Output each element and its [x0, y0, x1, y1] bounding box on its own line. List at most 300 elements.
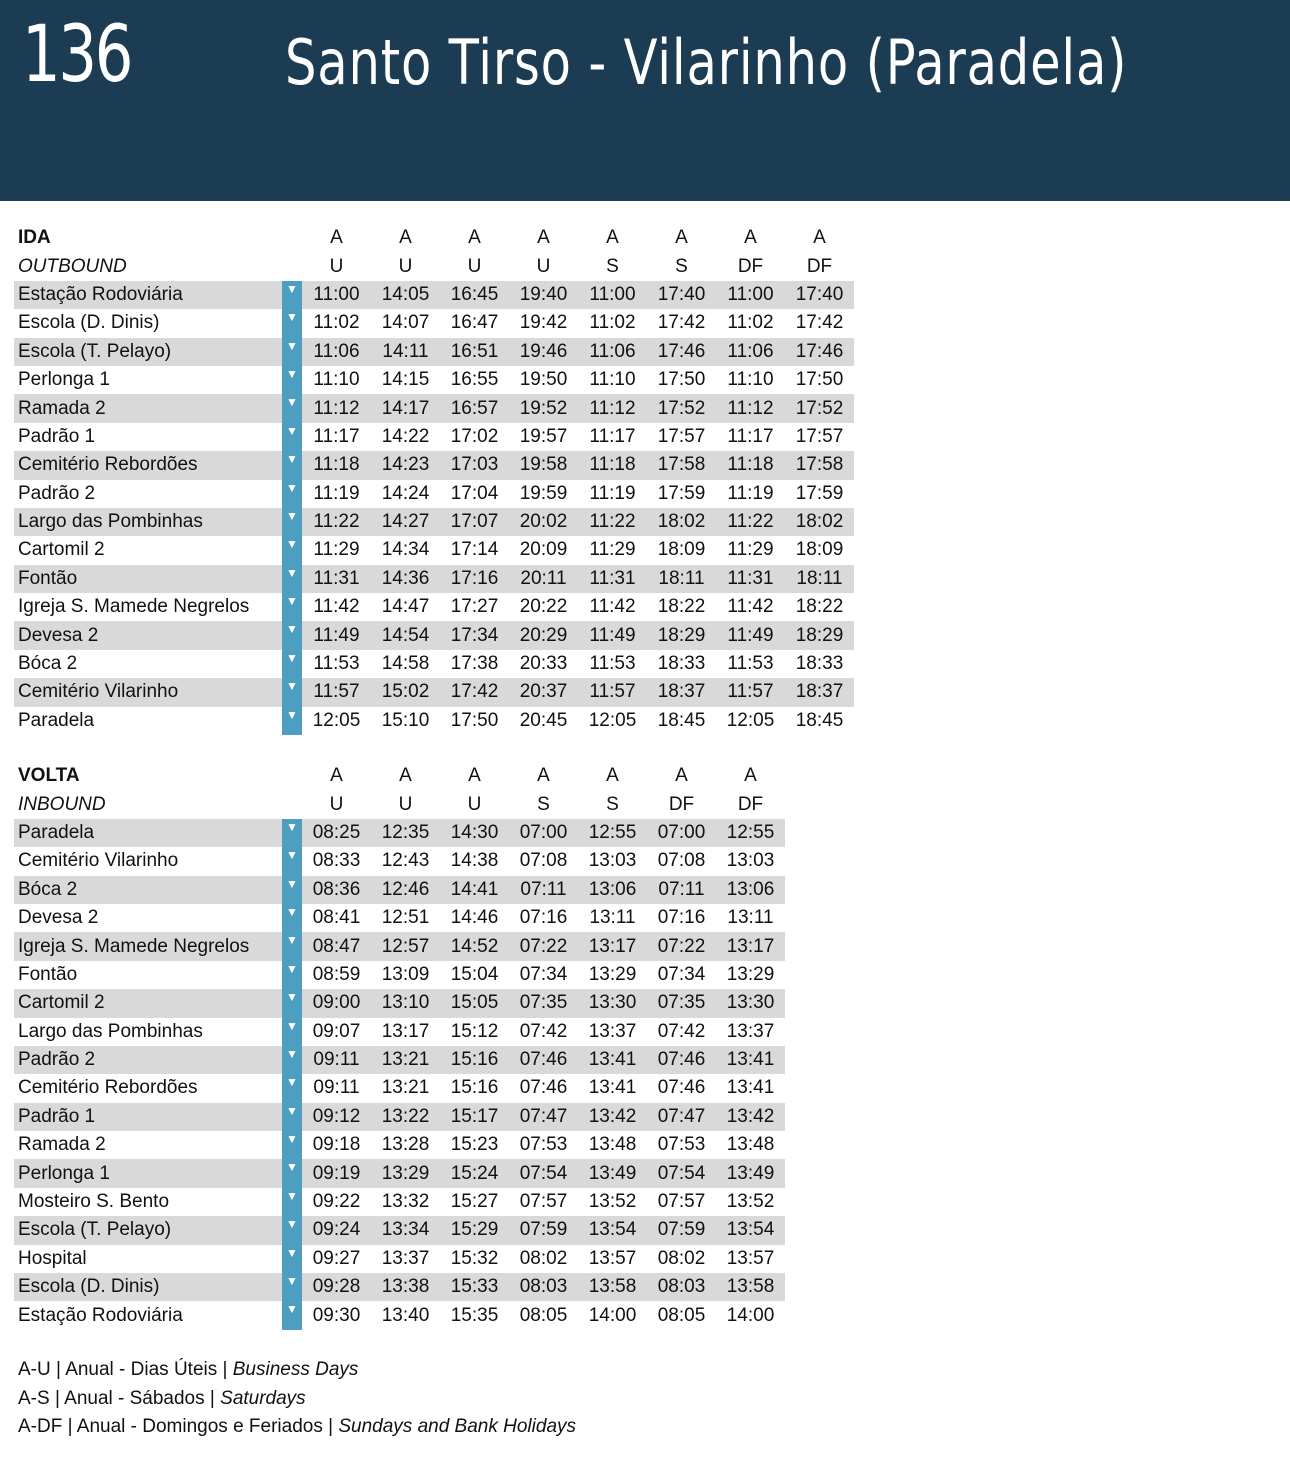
departure-time: 20:45 — [519, 709, 568, 731]
departure-time: 15:27 — [450, 1191, 499, 1213]
legend-en: Sundays and Bank Holidays — [338, 1416, 577, 1437]
departure-time: 17:52 — [785, 394, 854, 422]
departure-time: 09:22 — [312, 1191, 361, 1213]
departure-time: 19:52 — [509, 394, 578, 422]
departure-time: 17:14 — [450, 539, 499, 561]
legend-en: Saturdays — [220, 1387, 306, 1409]
departure-time: 17:57 — [657, 425, 706, 447]
departure-time: 11:00 — [716, 281, 785, 309]
departure-time: 14:36 — [371, 565, 440, 593]
route-number: 136 — [22, 10, 132, 100]
departure-time: 14:24 — [381, 482, 430, 504]
stop-row — [14, 1273, 785, 1301]
stop-row — [14, 621, 854, 649]
departure-time: 13:37 — [726, 1020, 775, 1042]
departure-time: 07:00 — [509, 819, 578, 847]
header-row-daytype — [14, 252, 854, 280]
departure-time: 11:42 — [727, 596, 774, 618]
departure-time: 17:46 — [647, 338, 716, 366]
daytype-code: S — [606, 255, 619, 277]
daytype-code: U — [467, 255, 482, 277]
direction-arrow-icon: ▼ — [282, 1273, 302, 1301]
direction-arrow-icon: ▼ — [282, 1188, 302, 1216]
departure-time: 11:18 — [716, 451, 785, 479]
departure-time: 17:46 — [785, 338, 854, 366]
departure-time: 15:17 — [440, 1103, 509, 1131]
departure-time: 15:33 — [440, 1273, 509, 1301]
departure-time: 11:57 — [716, 678, 785, 706]
departure-time: 08:02 — [519, 1247, 568, 1269]
header-spacer — [282, 224, 302, 252]
departure-time: 14:17 — [371, 394, 440, 422]
departure-time: 09:24 — [302, 1216, 371, 1244]
header-spacer — [282, 790, 302, 818]
departure-time: 13:30 — [716, 989, 785, 1017]
departure-time: 14:46 — [450, 907, 499, 929]
departure-time: 13:17 — [578, 932, 647, 960]
departure-time: 07:46 — [509, 1046, 578, 1074]
departure-time: 11:18 — [578, 451, 647, 479]
departure-time: 13:57 — [726, 1247, 775, 1269]
departure-time: 17:50 — [795, 369, 844, 391]
stop-name: Escola (T. Pelayo) — [14, 1216, 282, 1244]
departure-time: 07:16 — [519, 907, 568, 929]
departure-time: 15:32 — [450, 1247, 499, 1269]
stop-name: Padrão 1 — [14, 1103, 282, 1131]
departure-time: 14:22 — [381, 425, 430, 447]
stop-name: Igreja S. Mamede Negrelos — [18, 596, 250, 618]
header-spacer — [282, 762, 302, 790]
departure-time: 13:32 — [381, 1191, 430, 1213]
departure-time: 14:00 — [588, 1304, 637, 1326]
departure-time: 11:53 — [727, 653, 774, 675]
stop-row — [14, 536, 854, 564]
section-subtitle: OUTBOUND — [18, 255, 127, 277]
direction-arrow-icon: ▼ — [282, 366, 302, 394]
departure-time: 11:10 — [589, 369, 636, 391]
stop-row — [14, 932, 785, 960]
departure-time: 13:48 — [726, 1134, 775, 1156]
direction-arrow-icon: ▼ — [282, 1245, 302, 1273]
departure-time: 14:52 — [440, 932, 509, 960]
direction-arrow-icon: ▼ — [282, 678, 302, 706]
departure-time: 11:19 — [589, 482, 636, 504]
departure-time: 11:17 — [313, 425, 360, 447]
daytype-code: U — [398, 793, 413, 815]
departure-time: 13:03 — [726, 850, 775, 872]
stop-row — [14, 593, 854, 621]
stop-row — [14, 678, 854, 706]
departure-time: 11:10 — [727, 369, 774, 391]
departure-time: 17:42 — [795, 312, 844, 334]
departure-time: 11:31 — [302, 565, 371, 593]
departure-time: 11:31 — [578, 565, 647, 593]
period-code: A — [744, 765, 757, 787]
departure-time: 12:51 — [381, 907, 430, 929]
departure-time: 09:30 — [312, 1304, 361, 1326]
period-code: A — [813, 227, 826, 249]
departure-time: 08:33 — [312, 850, 361, 872]
departure-time: 13:21 — [381, 1077, 430, 1099]
departure-time: 07:53 — [657, 1134, 706, 1156]
stop-row — [14, 281, 854, 309]
departure-time: 11:18 — [302, 451, 371, 479]
daytype-code: U — [536, 255, 551, 277]
direction-arrow-icon: ▼ — [282, 904, 302, 932]
daytype-code: S — [537, 793, 550, 815]
stop-row — [14, 819, 785, 847]
period-code: A — [675, 227, 688, 249]
departure-time: 16:57 — [440, 394, 509, 422]
direction-arrow-icon: ▼ — [282, 593, 302, 621]
stop-row — [14, 876, 785, 904]
departure-time: 11:29 — [589, 539, 636, 561]
departure-time: 07:57 — [657, 1191, 706, 1213]
departure-time: 13:58 — [716, 1273, 785, 1301]
stop-name: Largo das Pombinhas — [18, 1020, 203, 1042]
departure-time: 11:10 — [313, 369, 360, 391]
departure-time: 18:02 — [647, 508, 716, 536]
departure-time: 13:17 — [716, 932, 785, 960]
departure-time: 16:45 — [440, 281, 509, 309]
departure-time: 17:57 — [795, 425, 844, 447]
departure-time: 20:11 — [509, 565, 578, 593]
departure-time: 14:23 — [371, 451, 440, 479]
direction-arrow-icon: ▼ — [282, 876, 302, 904]
departure-time: 13:22 — [371, 1103, 440, 1131]
departure-time: 13:06 — [578, 876, 647, 904]
departure-time: 13:54 — [716, 1216, 785, 1244]
departure-time: 15:12 — [450, 1020, 499, 1042]
departure-time: 11:19 — [727, 482, 774, 504]
departure-time: 11:53 — [589, 653, 636, 675]
departure-time: 07:42 — [657, 1020, 706, 1042]
stop-name: Perlonga 1 — [18, 369, 110, 391]
departure-time: 11:17 — [589, 425, 636, 447]
legend-line: A-U | Anual - Dias Úteis | Business Days — [18, 1359, 359, 1380]
daytype-code: DF — [806, 255, 833, 277]
departure-time: 17:40 — [785, 281, 854, 309]
departure-time: 18:33 — [657, 653, 706, 675]
direction-arrow-icon: ▼ — [282, 847, 302, 875]
departure-time: 18:37 — [647, 678, 716, 706]
departure-time: 17:02 — [450, 425, 499, 447]
departure-time: 11:02 — [313, 312, 360, 334]
period-code: A — [399, 765, 412, 787]
departure-time: 12:35 — [371, 819, 440, 847]
departure-time: 20:22 — [519, 596, 568, 618]
departure-time: 13:42 — [716, 1103, 785, 1131]
departure-time: 07:11 — [647, 876, 716, 904]
direction-arrow-icon: ▼ — [282, 1159, 302, 1187]
stop-name: Bóca 2 — [14, 876, 282, 904]
stop-row — [14, 1188, 785, 1216]
departure-time: 14:30 — [440, 819, 509, 847]
stop-name: Escola (T. Pelayo) — [14, 338, 282, 366]
departure-time: 12:43 — [381, 850, 430, 872]
departure-time: 11:42 — [313, 596, 360, 618]
departure-time: 18:09 — [657, 539, 706, 561]
departure-time: 17:40 — [647, 281, 716, 309]
departure-time: 19:46 — [509, 338, 578, 366]
departure-time: 12:55 — [578, 819, 647, 847]
stop-row — [14, 366, 854, 394]
departure-time: 07:00 — [647, 819, 716, 847]
legend-pt: Anual - Domingos e Feriados — [76, 1416, 323, 1437]
departure-time: 20:33 — [519, 653, 568, 675]
departure-time: 15:05 — [440, 989, 509, 1017]
direction-arrow-icon: ▼ — [282, 989, 302, 1017]
departure-time: 07:46 — [647, 1046, 716, 1074]
departure-time: 13:28 — [381, 1134, 430, 1156]
direction-arrow-icon: ▼ — [282, 1074, 302, 1102]
departure-time: 13:52 — [588, 1191, 637, 1213]
stop-name: Cemitério Rebordões — [18, 1077, 198, 1099]
departure-time: 09:18 — [312, 1134, 361, 1156]
departure-time: 11:49 — [578, 621, 647, 649]
departure-time: 07:53 — [519, 1134, 568, 1156]
stop-row — [14, 961, 785, 989]
departure-time: 17:58 — [785, 451, 854, 479]
departure-time: 11:49 — [302, 621, 371, 649]
departure-time: 11:22 — [578, 508, 647, 536]
stop-name: Bóca 2 — [18, 653, 78, 675]
direction-arrow-icon: ▼ — [282, 394, 302, 422]
departure-time: 08:25 — [302, 819, 371, 847]
departure-time: 08:03 — [647, 1273, 716, 1301]
departure-time: 18:45 — [795, 709, 844, 731]
period-code: A — [675, 765, 688, 787]
stop-name: Padrão 2 — [18, 482, 96, 504]
direction-arrow-icon: ▼ — [282, 650, 302, 678]
departure-time: 14:41 — [440, 876, 509, 904]
departure-time: 15:29 — [440, 1216, 509, 1244]
stop-name: Estação Rodoviária — [14, 281, 282, 309]
departure-time: 13:17 — [381, 1020, 430, 1042]
daytype-code: DF — [668, 793, 695, 815]
departure-time: 18:45 — [657, 709, 706, 731]
departure-time: 07:42 — [519, 1020, 568, 1042]
direction-arrow-icon: ▼ — [282, 1131, 302, 1159]
stop-row — [14, 904, 785, 932]
departure-time: 18:09 — [795, 539, 844, 561]
stop-name: Ramada 2 — [14, 394, 282, 422]
departure-time: 14:05 — [371, 281, 440, 309]
departure-time: 17:27 — [450, 596, 499, 618]
daytype-code: U — [398, 255, 413, 277]
stop-row — [14, 508, 854, 536]
stop-name: Estação Rodoviária — [18, 1304, 183, 1326]
stop-name: Paradela — [14, 819, 282, 847]
departure-time: 13:40 — [381, 1304, 430, 1326]
period-code: A — [330, 765, 343, 787]
stop-name: Padrão 2 — [14, 1046, 282, 1074]
stop-row — [14, 1046, 785, 1074]
daytype-code: U — [329, 793, 344, 815]
direction-arrow-icon: ▼ — [282, 508, 302, 536]
departure-time: 13:34 — [371, 1216, 440, 1244]
departure-time: 12:05 — [312, 709, 361, 731]
stop-row — [14, 423, 854, 451]
departure-time: 16:51 — [440, 338, 509, 366]
period-code: A — [744, 227, 757, 249]
departure-time: 14:07 — [381, 312, 430, 334]
departure-time: 17:04 — [450, 482, 499, 504]
departure-time: 07:11 — [509, 876, 578, 904]
outbound-timetable — [14, 224, 854, 735]
departure-time: 19:58 — [509, 451, 578, 479]
stop-row — [14, 1216, 785, 1244]
departure-time: 12:05 — [726, 709, 775, 731]
period-code: A — [606, 765, 619, 787]
departure-time: 11:19 — [313, 482, 360, 504]
departure-time: 13:30 — [578, 989, 647, 1017]
daytype-code: U — [467, 793, 482, 815]
departure-time: 13:29 — [726, 963, 775, 985]
departure-time: 11:00 — [302, 281, 371, 309]
direction-arrow-icon: ▼ — [282, 451, 302, 479]
departure-time: 09:11 — [302, 1046, 371, 1074]
stop-name: Escola (D. Dinis) — [14, 1273, 282, 1301]
departure-time: 13:37 — [381, 1247, 430, 1269]
departure-time: 13:41 — [578, 1046, 647, 1074]
departure-time: 18:22 — [795, 596, 844, 618]
stop-row — [14, 1074, 785, 1102]
departure-time: 17:16 — [440, 565, 509, 593]
departure-time: 07:08 — [657, 850, 706, 872]
stop-row — [14, 707, 854, 735]
departure-time: 14:11 — [371, 338, 440, 366]
stop-name: Devesa 2 — [18, 907, 99, 929]
departure-time: 12:46 — [371, 876, 440, 904]
departure-time: 17:59 — [795, 482, 844, 504]
stop-name: Paradela — [18, 709, 95, 731]
departure-time: 11:57 — [578, 678, 647, 706]
departure-time: 20:37 — [509, 678, 578, 706]
departure-time: 08:41 — [312, 907, 361, 929]
daytype-code: S — [606, 793, 619, 815]
departure-time: 13:49 — [716, 1159, 785, 1187]
departure-time: 07:34 — [519, 963, 568, 985]
departure-time: 14:38 — [450, 850, 499, 872]
departure-time: 08:05 — [657, 1304, 706, 1326]
departure-time: 13:52 — [726, 1191, 775, 1213]
stop-name: Perlonga 1 — [14, 1159, 282, 1187]
departure-time: 12:05 — [588, 709, 637, 731]
stop-row — [14, 394, 854, 422]
departure-time: 07:22 — [509, 932, 578, 960]
departure-time: 11:53 — [313, 653, 360, 675]
departure-time: 13:41 — [726, 1077, 775, 1099]
departure-time: 19:50 — [519, 369, 568, 391]
departure-time: 14:27 — [371, 508, 440, 536]
departure-time: 07:35 — [647, 989, 716, 1017]
departure-time: 13:49 — [578, 1159, 647, 1187]
departure-time: 11:12 — [302, 394, 371, 422]
departure-time: 07:35 — [509, 989, 578, 1017]
departure-time: 11:49 — [716, 621, 785, 649]
stop-row — [14, 1245, 785, 1273]
departure-time: 13:11 — [727, 907, 774, 929]
direction-arrow-icon: ▼ — [282, 423, 302, 451]
departure-time: 13:54 — [578, 1216, 647, 1244]
departure-time: 11:29 — [727, 539, 774, 561]
header-row-daytype — [14, 790, 785, 818]
direction-arrow-icon: ▼ — [282, 281, 302, 309]
period-code: A — [468, 227, 481, 249]
departure-time: 15:35 — [450, 1304, 499, 1326]
direction-arrow-icon: ▼ — [282, 536, 302, 564]
departure-time: 09:27 — [312, 1247, 361, 1269]
departure-time: 11:22 — [302, 508, 371, 536]
departure-time: 13:11 — [589, 907, 636, 929]
stop-row — [14, 309, 854, 337]
departure-time: 18:22 — [657, 596, 706, 618]
departure-time: 15:10 — [381, 709, 430, 731]
departure-time: 07:59 — [647, 1216, 716, 1244]
stop-name: Cemitério Rebordões — [14, 451, 282, 479]
departure-time: 17:50 — [450, 709, 499, 731]
departure-time: 08:05 — [519, 1304, 568, 1326]
period-code: A — [537, 765, 550, 787]
stop-row — [14, 480, 854, 508]
direction-arrow-icon: ▼ — [282, 1103, 302, 1131]
departure-time: 11:42 — [589, 596, 636, 618]
service-legend — [18, 1356, 576, 1442]
stop-name: Fontão — [18, 963, 78, 985]
departure-time: 17:50 — [657, 369, 706, 391]
departure-time: 17:42 — [440, 678, 509, 706]
departure-time: 11:02 — [727, 312, 774, 334]
direction-arrow-icon: ▼ — [282, 621, 302, 649]
stop-row — [14, 1018, 785, 1046]
departure-time: 09:19 — [302, 1159, 371, 1187]
departure-time: 15:16 — [440, 1046, 509, 1074]
departure-time: 11:22 — [716, 508, 785, 536]
departure-time: 07:54 — [647, 1159, 716, 1187]
departure-time: 12:55 — [716, 819, 785, 847]
departure-time: 16:47 — [450, 312, 499, 334]
direction-arrow-icon: ▼ — [282, 1018, 302, 1046]
departure-time: 17:38 — [450, 653, 499, 675]
direction-arrow-icon: ▼ — [282, 961, 302, 989]
departure-time: 07:46 — [519, 1077, 568, 1099]
departure-time: 14:58 — [381, 653, 430, 675]
stop-name: Mosteiro S. Bento — [18, 1191, 170, 1213]
departure-time: 07:46 — [657, 1077, 706, 1099]
period-code: A — [468, 765, 481, 787]
direction-arrow-icon: ▼ — [282, 1046, 302, 1074]
legend-en: Business Days — [232, 1359, 359, 1380]
departure-time: 14:00 — [726, 1304, 775, 1326]
period-code: A — [330, 227, 343, 249]
stop-row — [14, 1131, 785, 1159]
departure-time: 13:03 — [588, 850, 637, 872]
stop-name: Igreja S. Mamede Negrelos — [14, 932, 282, 960]
section-title: VOLTA — [18, 765, 80, 787]
departure-time: 11:12 — [716, 394, 785, 422]
period-code: A — [537, 227, 550, 249]
departure-time: 09:12 — [302, 1103, 371, 1131]
departure-time: 13:41 — [588, 1077, 637, 1099]
departure-time: 07:16 — [657, 907, 706, 929]
departure-time: 18:37 — [785, 678, 854, 706]
departure-time: 18:11 — [785, 565, 854, 593]
period-code: A — [606, 227, 619, 249]
departure-time: 19:59 — [519, 482, 568, 504]
departure-time: 13:21 — [371, 1046, 440, 1074]
header-spacer — [282, 252, 302, 280]
